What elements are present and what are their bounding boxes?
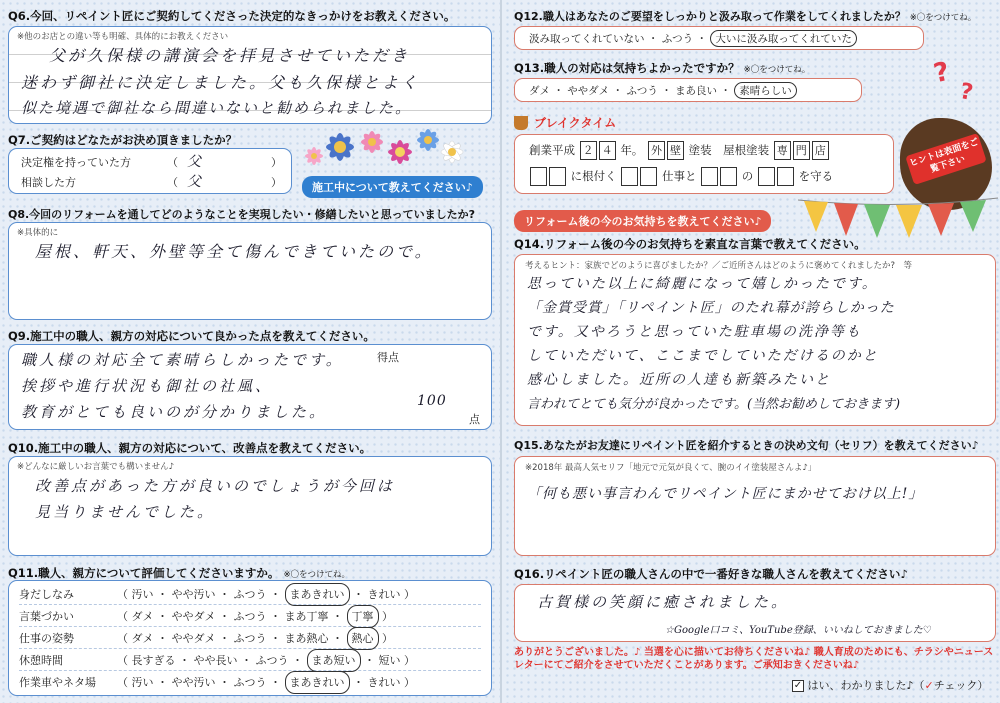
q11-option[interactable]: まあきれい [285,671,350,694]
q10-line-1: 改善点があった方が良いのでしょうが今回は [35,477,395,495]
q16-answer: 古賀様の笑顔に癒されました。 [537,593,790,611]
break-line1-text: 塗装 屋根塗装 [688,143,770,157]
q10-hint: ※どんなに厳しいお言葉でも構いません♪ [17,462,175,472]
q14-line-3: です。又やろうと思っていた駐車場の洗浄等も [527,324,862,340]
q11-option[interactable]: ややダメ [171,610,216,623]
q11-separator: ・ [237,654,256,667]
q11-option[interactable]: ダメ [131,610,154,623]
q11-option[interactable]: まあ短い [307,649,361,672]
footer-check-label: チェック） [933,679,989,692]
q14-line-2: 「金賞受賞」「リペイント匠」のたれ幕が誇らしかった [527,300,895,316]
q14-hint: 考えるヒント：家族でどのように喜びましたか？／ご近所さんはどのように褒めてくれましたか? 等 [525,261,913,271]
q9-line-2: 挨拶や進行状況も御社の社風、 [21,377,274,395]
ribbon-after-reform: リフォーム後の今のお気持ちを教えてください♪ [514,210,771,232]
q11-separator: ・ [288,654,307,667]
q7-decider-value: 父 [187,154,204,170]
q10-line-2: 見当りませんでした。 [35,503,216,521]
q11-paren: ） [400,654,415,667]
q11-title [8,565,350,581]
q14-line-6: 言われてとても気分が良かったです。(当然お勧めしておきます) [527,397,901,412]
break-line2-text3: の [741,169,754,183]
q13-note: ※〇をつけてね。 [743,65,811,75]
q12-option[interactable]: 大いに汲み取ってくれていた [710,30,857,47]
answer-cell: 専 [774,141,791,160]
blank-cell [720,167,737,186]
hint-sticker-label: ヒントは表面をご覧下さい [905,133,987,185]
q11-paren: （ [117,654,132,667]
q7-consulted-value: 父 [187,174,204,190]
flower-icon [441,141,463,163]
q16-answer-box [514,584,996,642]
blank-cell [621,167,638,186]
q11-rating-row [19,605,481,627]
q15-title: Q15.あなたがお友達にリペイント匠を紹介するときの決め文句（セリフ）を教えてください♪ [514,439,979,452]
q7-consulted-label: 相談した方 [21,176,76,189]
q11-row-label: 休憩時間 [19,654,63,667]
q11-separator: ・ [153,676,172,689]
q11-paren: ） [378,632,393,645]
q11-option[interactable]: 短い [378,654,401,667]
q13-title [514,60,810,76]
q7-decider-close: ） [271,156,282,169]
q11-paren: （ [117,676,132,689]
blank-cell [530,167,547,186]
break-year-suffix: 年。 [620,143,644,157]
q12-option[interactable]: 汲み取ってくれていない [529,33,645,45]
q6-answer-box [8,26,492,124]
q11-paren: （ [117,632,132,645]
q11-rating-box [8,580,492,696]
q11-separator: ・ [266,632,285,645]
q9-answer-box [8,344,492,430]
blank-cell [777,167,794,186]
q11-option[interactable]: やや長い [193,654,238,667]
q11-option[interactable]: ふつう [255,654,289,667]
flower-icon [326,133,354,161]
footer-check-row [792,677,988,693]
q11-rating-row [19,627,481,649]
q12-separator: ・ [644,33,662,45]
q7-consulted-close: ） [271,176,282,189]
right-page [500,0,1000,703]
q11-option[interactable]: きれい [367,676,401,689]
q12-title [514,8,976,24]
q6-line-2: 迷わず御社に決定しました。父も久保様とよく [21,73,421,92]
q11-separator: ・ [349,588,368,601]
q13-separator: ・ [717,85,735,97]
q14-line-1: 思っていた以上に綺麗になって嬉しかったです。 [527,276,878,292]
q14-line-4: していただいて、ここまでしていただけるのかと [527,348,879,364]
flowers-decoration [300,122,470,180]
q11-separator: ・ [328,610,347,623]
q9-title: Q9.施工中の職人、親方の対応について良かった点を教えてください。 [8,329,375,343]
q11-option[interactable]: ふつう [233,610,267,623]
q11-option[interactable]: やや汚い [171,588,216,601]
q8-hint: ※具体的に [17,228,59,238]
answer-cell: 外 [648,141,665,160]
q8-answer-box [8,222,492,320]
q13-options-box [514,78,862,102]
q7-box [8,148,292,194]
q11-separator: ・ [266,588,285,601]
q11-row-label: 身だしなみ [19,588,74,601]
q14-title: Q14.リフォーム後の今のお気持ちを素直な言葉で教えてください。 [514,237,866,251]
q11-row-label: 言葉づかい [19,610,74,623]
q11-rating-row [19,649,481,671]
q10-title: Q10.施工中の職人、親方の対応について、改善点を教えてください。 [8,441,372,455]
q12-separator: ・ [693,33,711,45]
q11-rating-row [19,583,481,605]
q7-consulted-open: （ [167,176,178,189]
q7-decider-open: （ [167,156,178,169]
q9-line-1: 職人様の対応全て素晴らしかったです。 [21,351,344,369]
q11-row-label: 仕事の姿勢 [19,632,74,645]
q15-answer: 「何も悪い事言わんでリペイント匠にまかせておけ以上!」 [527,486,924,502]
q15-hint: ※2018年 最高人気セリフ「地元で元気が良くて、腕のイイ塗装屋さんよ♪」 [525,463,817,473]
q13-option[interactable]: まあ良い [675,85,718,97]
question-mark-icon: ? [931,56,953,90]
break-puzzle-box [514,134,894,194]
q13-title-text: Q13.職人の対応は気持ちよかったですか？ [514,61,740,75]
q11-separator: ・ [153,588,172,601]
break-line2-text2: 仕事と [661,169,697,183]
q6-hint: ※他のお店との違い等も明確、具体的にお教えください [17,32,229,42]
q9-score-unit: 点 [469,413,480,426]
q12-title-text: Q12.職人はあなたのご要望をしっかりと汲み取って作業をしてくれましたか？ [514,10,906,23]
q11-option[interactable]: ふつう [233,588,267,601]
q11-option[interactable]: 丁寧 [347,605,379,628]
q11-option[interactable]: まあ熱心 [284,632,329,645]
break-line-1 [529,141,830,160]
q11-separator: ・ [153,632,172,645]
q7-title: Q7.ご契約はどなたがお決め頂きましたか？ [8,133,238,147]
q11-paren: ） [378,610,393,623]
q11-option[interactable]: 長すぎる [131,654,176,667]
q11-paren: ） [400,588,415,601]
q11-separator: ・ [175,654,194,667]
q11-option[interactable]: まあ丁寧 [284,610,329,623]
q16-title: Q16.リペイント匠の職人さんの中で一番好きな職人さんを教えてください♪ [514,567,908,581]
break-line2-text4: を守る [798,169,834,183]
q11-separator: ・ [215,588,234,601]
q6-line-1: 父が久保様の講演会を拝見させていただき [49,46,411,65]
q14-answer-box [514,254,996,426]
q11-row-label: 作業車やネタ場 [19,676,96,689]
q13-separator: ・ [550,85,568,97]
q12-options [529,30,909,47]
q11-separator: ・ [215,610,234,623]
answer-cell: 門 [793,141,810,160]
break-title: ブレイクタイム [534,116,617,130]
footer-check-text: はい、わかりました♪（ [807,679,925,692]
q13-separator: ・ [657,85,676,97]
q16-postscript: ☆Google口コミ、YouTube登録、いいねしておきました♡ [665,625,932,636]
q12-options-box [514,26,924,50]
q11-paren: （ [117,610,132,623]
q9-score-value: 100 [417,393,447,409]
q13-options [529,82,847,99]
q11-option[interactable]: やや汚い [171,676,216,689]
answer-cell: 店 [812,141,829,160]
q11-note: ※〇をつけてね。 [283,570,351,580]
flower-icon [305,147,323,165]
blank-cell [640,167,657,186]
q11-separator: ・ [153,610,172,623]
q11-option[interactable]: ふつう [233,676,267,689]
q11-option[interactable]: ややダメ [171,632,216,645]
ribbon-during-construction: 施工中について教えてください♪ [302,176,483,198]
q11-paren: （ [117,588,132,601]
q10-answer-box [8,456,492,556]
q6-line-3: 似た境遇で御社なら間違いないと勧められました。 [21,99,413,117]
q13-option[interactable]: ダメ [529,85,550,97]
break-founded-label: 創業平成 [529,143,575,157]
coffee-cup-icon [514,116,528,130]
q11-option[interactable]: きれい [367,588,401,601]
q11-separator: ・ [215,676,234,689]
q11-option[interactable]: ふつう [233,632,267,645]
q12-option[interactable]: ふつう [661,33,694,45]
break-line2-text1: に根付く [570,169,617,183]
blank-cell [549,167,566,186]
blank-cell [758,167,775,186]
flower-icon [388,140,412,164]
q13-separator: ・ [609,85,627,97]
break-line-2 [529,167,833,186]
q14-line-5: 感心しました。近所の人達も新築みたいと [527,372,831,388]
q9-score-divider [369,345,370,429]
q11-option[interactable]: 汚い [131,676,154,689]
q11-rating-row [19,671,481,693]
answer-cell: 壁 [667,141,684,160]
q11-title-text: Q11.職人、親方について評価してくださいますか。 [8,566,280,580]
question-mark-icon: ? [957,79,975,106]
q9-score-label: 得点 [377,351,399,364]
q13-option[interactable]: ややダメ [567,85,610,97]
q7-row-decider [21,154,282,170]
q11-paren: ） [400,676,415,689]
check-mark-icon: ✓ [924,679,934,692]
q11-rows [19,583,481,693]
q6-title: Q6.今回、リペイント匠にご契約してくださった決定的なきっかけをお教えください。 [8,9,456,23]
q9-line-3: 教育がとても良いのが分かりました。 [21,403,328,421]
q11-separator: ・ [266,610,285,623]
q11-separator: ・ [360,654,379,667]
flower-icon [361,131,383,153]
blank-cell [701,167,718,186]
footer-thanks: ありがとうございました。♪ 当選を心に描いてお待ちくださいね♪ 職人育成のためにも、チラシやニュースレターにてご紹介をさせていただくことがあります。ご承知おきくださいね♪ [514,647,994,671]
q12-note: ※〇をつけてね。 [909,13,977,23]
q15-answer-box [514,456,996,556]
q8-answer: 屋根、軒天、外壁等全て傷んできていたので。 [35,242,434,261]
q11-option[interactable]: ダメ [131,632,154,645]
q11-separator: ・ [328,632,347,645]
flower-icon [417,129,439,151]
q11-separator: ・ [349,676,368,689]
year-cell: ４ [599,141,616,160]
year-cell: ２ [580,141,597,160]
q13-option[interactable]: 素晴らしい [734,82,797,99]
q8-title: Q8.今回のリフォームを通してどのようなことを実現したい・修繕したいと思っていましたか? [8,208,476,221]
q7-row-consulted [21,174,282,190]
q13-option[interactable]: ふつう [626,85,658,97]
q7-decider-label: 決定権を持っていた方 [21,156,131,169]
q11-separator: ・ [215,632,234,645]
q11-option[interactable]: 熱心 [347,627,379,650]
q11-separator: ・ [266,676,285,689]
q11-option[interactable]: まあきれい [285,583,350,606]
q11-option[interactable]: 汚い [131,588,154,601]
agree-checkbox[interactable]: ✓ [793,680,803,691]
